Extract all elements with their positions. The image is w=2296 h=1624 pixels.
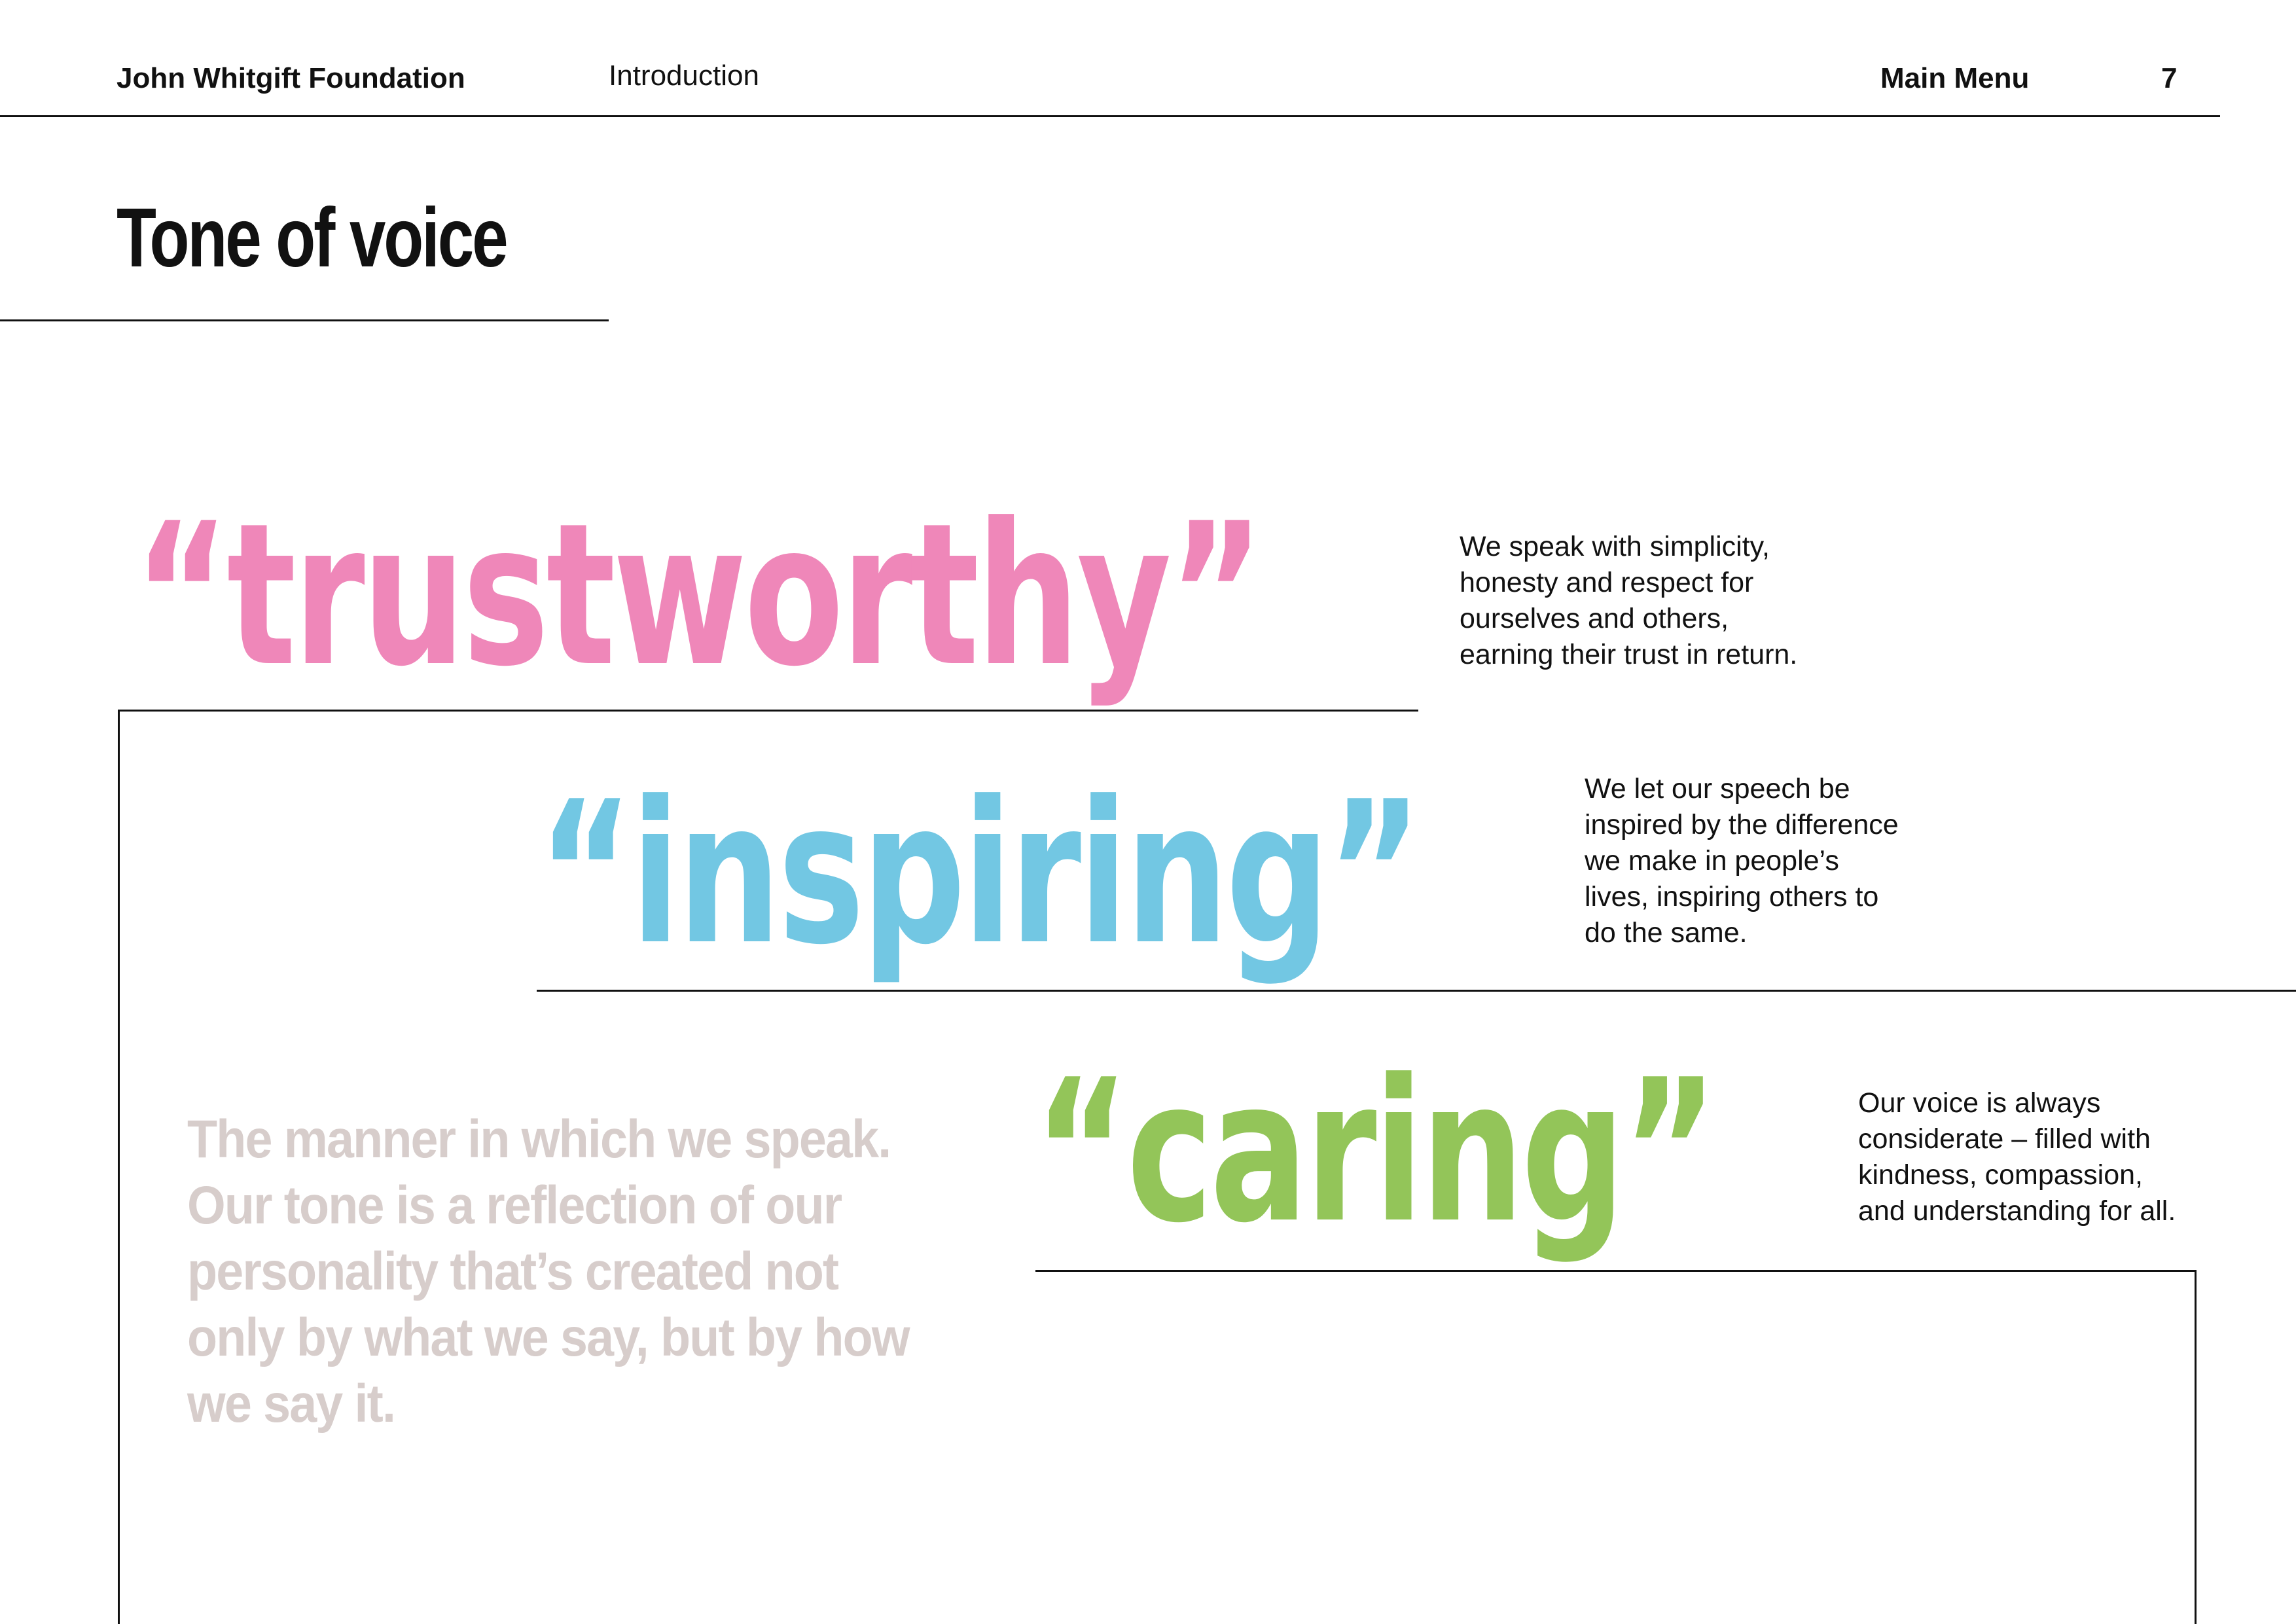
main-menu-link[interactable]: Main Menu	[1880, 62, 2030, 94]
value-word-inspiring: “inspiring”	[538, 759, 1420, 988]
org-name: John Whitgift Foundation	[117, 62, 465, 94]
frame-right-line	[2195, 1270, 2197, 1624]
section-label: Introduction	[609, 60, 759, 92]
tone-statement: The manner in which we speak. Our tone is a reflection of our personality that’s created not only by what we say, but by how we say it.	[187, 1110, 909, 1434]
page-title: Tone of voice	[117, 191, 507, 285]
title-rule	[0, 319, 609, 321]
page-number: 7	[2161, 62, 2178, 94]
inspiring-rule	[537, 990, 2296, 992]
trustworthy-rule	[118, 710, 1418, 712]
value-word-trustworthy: “trustworthy”	[134, 481, 1261, 710]
value-word-caring: “caring”	[1034, 1038, 1715, 1266]
value-desc-inspiring: We let our speech be inspired by the difference we make in people’s lives, inspiring others to do the same.	[1585, 773, 1899, 948]
value-desc-trustworthy: We speak with simplicity, honesty and respect for ourselves and others, earning their trust in return.	[1460, 531, 1798, 670]
caring-rule	[1035, 1270, 2197, 1272]
header-rule	[0, 115, 2220, 117]
frame-left-line	[118, 710, 120, 1624]
value-desc-caring: Our voice is always considerate – filled with kindness, compassion, and understanding for all.	[1858, 1087, 2176, 1227]
